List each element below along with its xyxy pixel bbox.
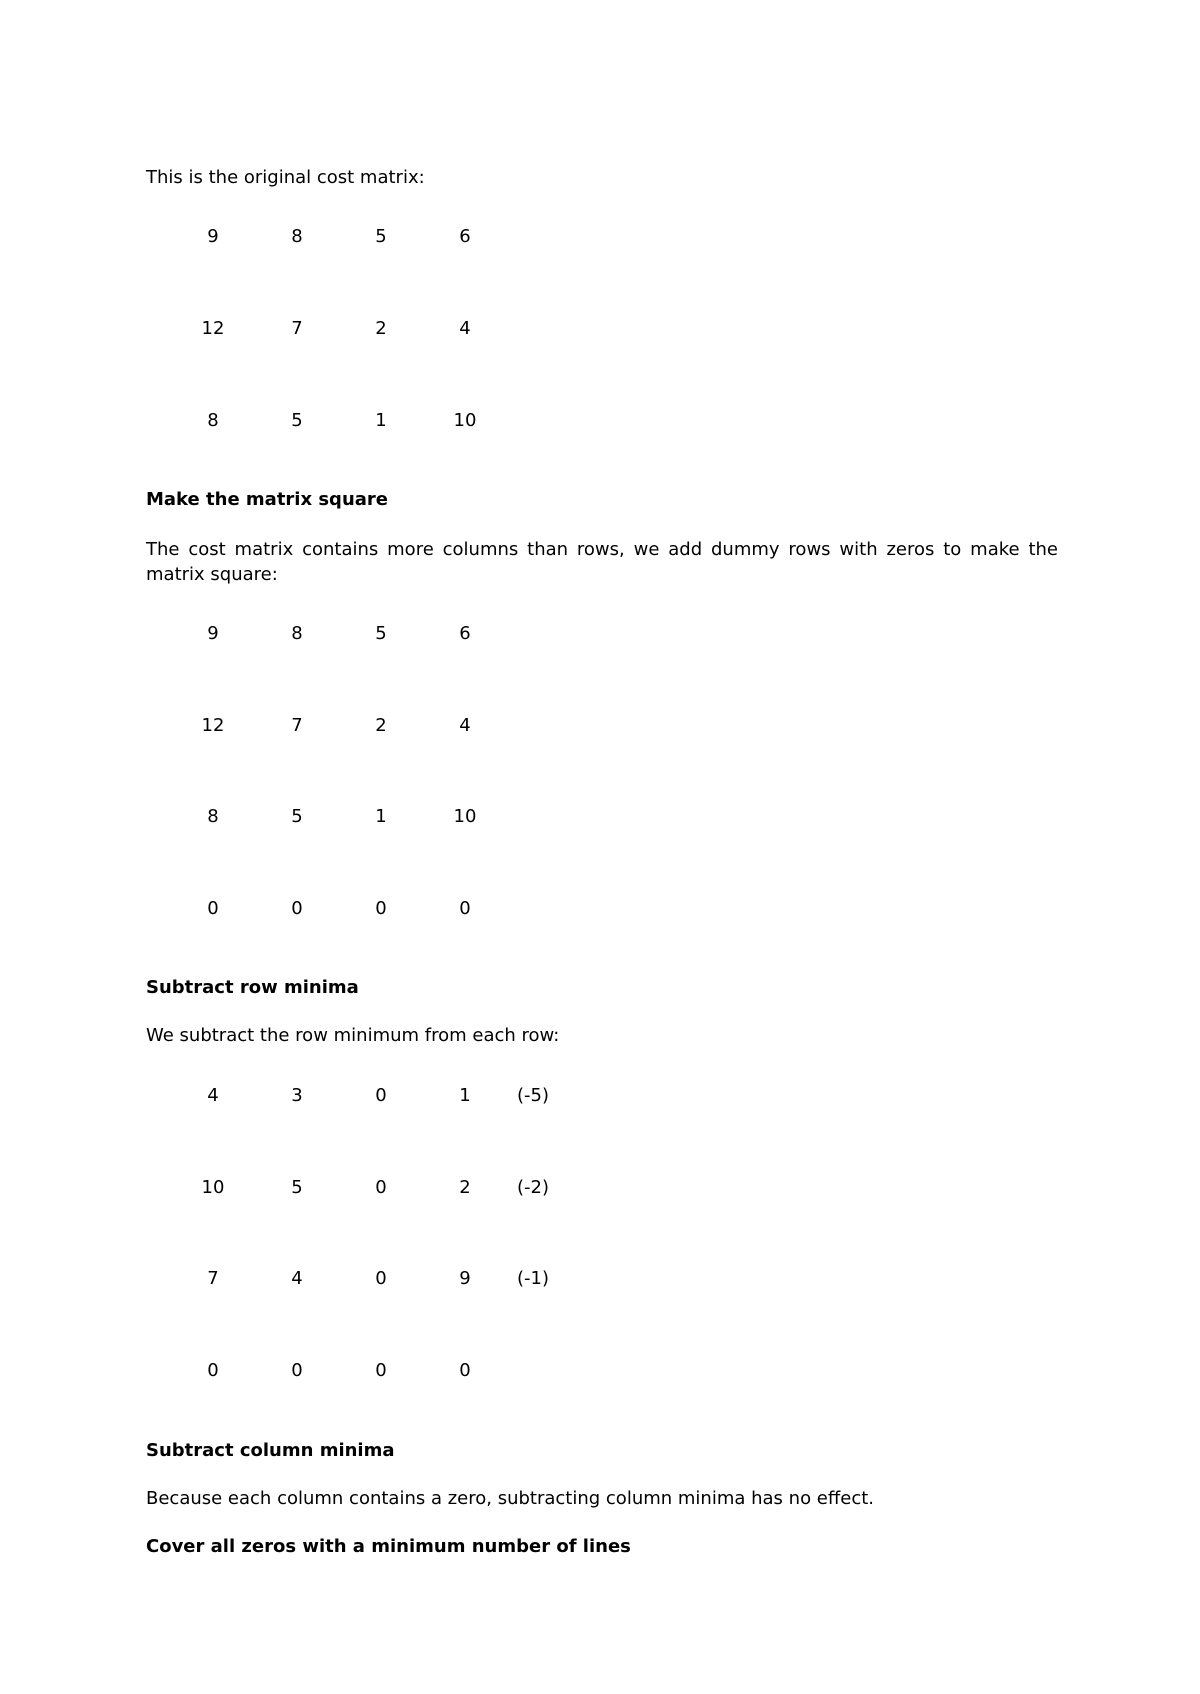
matrix-cell: 4 [291, 1268, 303, 1289]
matrix-cell: 6 [459, 623, 471, 644]
heading-cover-zeros: Cover all zeros with a minimum number of lines [146, 1536, 631, 1557]
matrix-cell: 0 [291, 1360, 303, 1381]
matrix-cell: 0 [375, 1360, 387, 1381]
matrix-cell: 5 [375, 623, 387, 644]
matrix-cell: 9 [207, 226, 219, 247]
row-minimum-note: (-5) [517, 1085, 549, 1106]
matrix-cell: 8 [291, 226, 303, 247]
matrix-cell: 0 [459, 1360, 471, 1381]
matrix-cell: 9 [459, 1268, 471, 1289]
matrix-cell: 5 [291, 1177, 303, 1198]
matrix-cell: 1 [375, 410, 387, 431]
matrix-cell: 0 [207, 1360, 219, 1381]
matrix-cell: 1 [459, 1085, 471, 1106]
matrix-cell: 12 [201, 318, 225, 339]
matrix-cell: 10 [201, 1177, 225, 1198]
matrix-cell: 5 [375, 226, 387, 247]
row-minimum-note: (-2) [517, 1177, 549, 1198]
matrix-cell: 0 [459, 898, 471, 919]
intro-text: This is the original cost matrix: [146, 167, 425, 188]
matrix-cell: 0 [375, 1085, 387, 1106]
matrix-cell: 10 [453, 806, 477, 827]
matrix-cell: 4 [207, 1085, 219, 1106]
square-description: The cost matrix contains more columns than rows, we add dummy rows with zeros to make the matrix square: [146, 539, 1058, 585]
matrix-cell: 7 [291, 715, 303, 736]
matrix-cell: 8 [207, 410, 219, 431]
row-minima-description: We subtract the row minimum from each row: [146, 1025, 560, 1046]
matrix-cell: 8 [207, 806, 219, 827]
matrix-cell: 6 [459, 226, 471, 247]
heading-row-minima: Subtract row minima [146, 977, 359, 998]
matrix-cell: 0 [375, 1177, 387, 1198]
matrix-cell: 0 [207, 898, 219, 919]
heading-column-minima: Subtract column minima [146, 1440, 395, 1461]
column-minima-description: Because each column contains a zero, subtracting column minima has no effect. [146, 1488, 875, 1509]
matrix-cell: 0 [375, 898, 387, 919]
matrix-cell: 7 [291, 318, 303, 339]
matrix-cell: 8 [291, 623, 303, 644]
matrix-cell: 1 [375, 806, 387, 827]
matrix-cell: 0 [291, 898, 303, 919]
matrix-cell: 12 [201, 715, 225, 736]
matrix-cell: 2 [375, 715, 387, 736]
matrix-cell: 9 [207, 623, 219, 644]
matrix-cell: 2 [459, 1177, 471, 1198]
matrix-cell: 5 [291, 410, 303, 431]
matrix-cell: 4 [459, 318, 471, 339]
row-minimum-note: (-1) [517, 1268, 549, 1289]
matrix-cell: 3 [291, 1085, 303, 1106]
matrix-cell: 7 [207, 1268, 219, 1289]
heading-make-square: Make the matrix square [146, 489, 388, 510]
matrix-cell: 4 [459, 715, 471, 736]
matrix-cell: 0 [375, 1268, 387, 1289]
matrix-cell: 5 [291, 806, 303, 827]
matrix-cell: 2 [375, 318, 387, 339]
matrix-cell: 10 [453, 410, 477, 431]
